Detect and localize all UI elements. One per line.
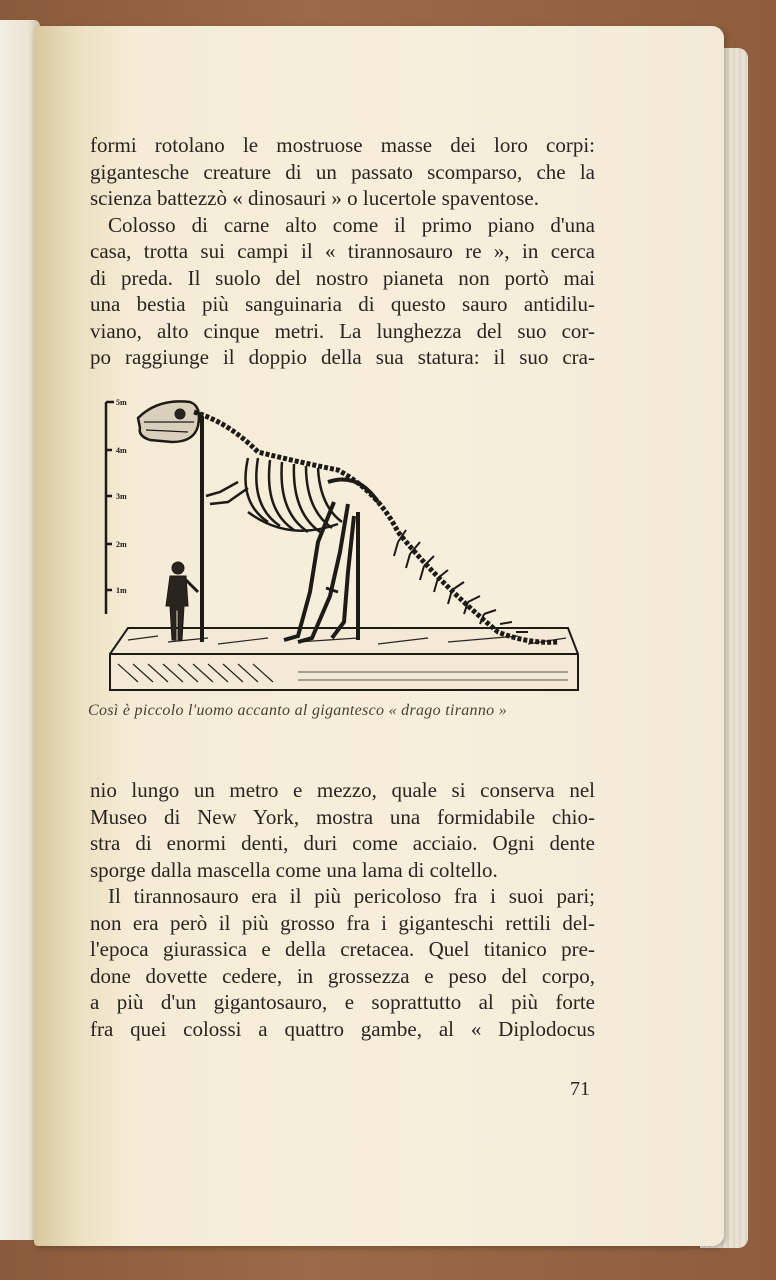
text-line: una bestia più sanguinaria di questo sauro antidilu- (90, 292, 595, 316)
scale-label: 4m (116, 446, 127, 455)
tail (394, 530, 528, 632)
text-block-top (90, 132, 595, 371)
text-line: Colosso di carne alto come il primo piano d'una (108, 212, 595, 237)
text-line: non era però il più grosso fra i giganteschi rettili del- (90, 910, 595, 935)
text-line: di preda. Il suolo del nostro pianeta non portò mai (90, 265, 595, 290)
text-block-bottom (90, 777, 595, 1042)
tyrannosaurus-skeleton-illustration (98, 392, 586, 692)
text-line: Il tirannosauro era il più pericoloso fra i suoi pari; (108, 884, 595, 908)
text-line: Museo di New York, mostra una formidabile chio- (90, 804, 595, 829)
text-line: formi rotolano le mostruose masse dei loro corpi: (90, 133, 595, 157)
text-line: gigantesche creature di un passato scomparso, che la (90, 159, 595, 184)
text-line: sporge dalla mascella come una lama di coltello. (90, 857, 498, 882)
text-line: nio lungo un metro e mezzo, quale si conserva nel (90, 778, 595, 802)
text-line: fra quei colossi a quattro gambe, al « Diplodocus (90, 1016, 595, 1041)
forelimbs (206, 482, 248, 504)
scale-label: 3m (116, 492, 127, 501)
scale-label: 1m (116, 586, 127, 595)
skull (138, 401, 199, 442)
figure-caption: Così è piccolo l'uomo accanto al gigantesco « drago tiranno » (88, 702, 508, 719)
page-number: 71 (570, 1078, 590, 1100)
text-line: scienza battezzò « dinosauri » o lucertole spaventose. (90, 186, 539, 210)
scale-label: 2m (116, 540, 127, 549)
scale-label: 5m (116, 398, 127, 407)
text-line: a più d'un gigantosauro, e soprattutto al più forte (90, 990, 595, 1014)
text-line: viano, alto cinque metri. La lunghezza del suo cor- (90, 318, 595, 343)
text-line: done dovette cedere, in grossezza e peso del corpo, (90, 963, 595, 988)
text-line: casa, trotta sui campi il « tirannosauro re », in cerca (90, 239, 595, 263)
spine (194, 412, 558, 642)
text-line: po raggiunge il doppio della sua statura: il suo cra- (90, 345, 595, 369)
height-scale (106, 402, 114, 614)
text-line: stra di enormi denti, duri come acciaio. Ogni dente (90, 831, 595, 855)
text-line: l'epoca giurassica e della cretacea. Quel titanico pre- (90, 937, 595, 961)
